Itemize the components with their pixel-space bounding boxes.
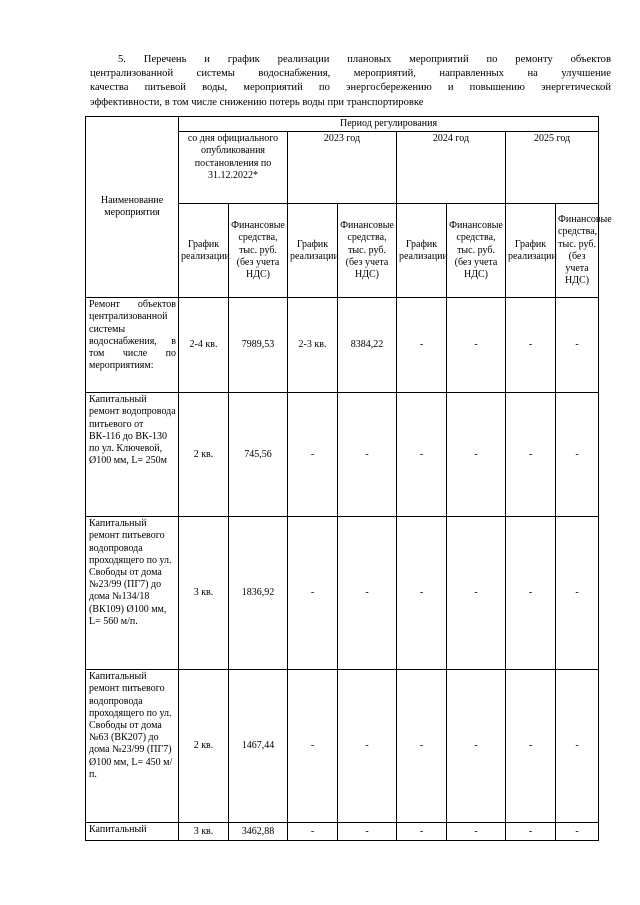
table-cell: - <box>397 298 447 393</box>
table-cell: 1467,44 <box>229 670 288 823</box>
table-row <box>86 393 599 517</box>
period-header-2024: 2024 год <box>397 132 506 204</box>
activity-name: Капитальный ремонт водопровода питьевого от ВК-116 до ВК-130 по ул. Ключевой, Ø100 мм, L= 250м <box>86 393 179 517</box>
activity-name: Капитальный ремонт питьевого водопровода проходящего по ул. Свободы от дома №23/99 (ПГ7) до дома №134/18 (ВК109) Ø100 мм, L= 560 м/п. <box>86 517 179 670</box>
table-cell: 2 кв. <box>179 670 229 823</box>
table-cell: - <box>288 670 338 823</box>
section-heading <box>90 53 611 110</box>
table-cell: - <box>288 393 338 517</box>
subheader-schedule: График реализации <box>397 204 447 298</box>
period-header: Период регулирования <box>179 117 599 132</box>
subheader-schedule: График реализации <box>179 204 229 298</box>
table-cell: - <box>397 393 447 517</box>
table-row <box>86 298 599 393</box>
subheader-finance: Финансовые средства, тыс. руб. (без учета НДС) <box>338 204 397 298</box>
table-cell: - <box>447 823 506 841</box>
table-cell: - <box>506 393 556 517</box>
period-header-2023: 2023 год <box>288 132 397 204</box>
plan-table <box>85 116 612 841</box>
table-cell: 7989,53 <box>229 298 288 393</box>
subheader-finance: Финансовые средства, тыс. руб. (без учета НДС) <box>447 204 506 298</box>
heading-line: 5. Перечень и график реализации плановых мероприятий по ремонту объектов <box>118 54 611 65</box>
table-cell: 2 кв. <box>179 393 229 517</box>
table-cell: - <box>447 517 506 670</box>
table-cell: 745,56 <box>229 393 288 517</box>
table-cell: - <box>506 298 556 393</box>
table-cell: - <box>338 823 397 841</box>
subheader-finance: Финансовые средства, тыс. руб. (без учета НДС) <box>556 204 599 298</box>
table-cell: - <box>447 393 506 517</box>
period-header-2025: 2025 год <box>506 132 599 204</box>
column-header-name: Наименование мероприятия <box>86 117 179 298</box>
heading-line: централизованной системы водоснабжения, мероприятий, направленных на улучшение <box>90 68 611 80</box>
activity-name: Ремонт объектов централизованной системы водоснабжения, в том числе по мероприятиям: <box>86 298 179 393</box>
table-cell: 2-3 кв. <box>288 298 338 393</box>
period-header-2022: со дня официального опубликования постановления по 31.12.2022* <box>179 132 288 204</box>
table-cell: - <box>556 298 599 393</box>
heading-line: эффективности, в том числе снижению потерь воды при транспортировке <box>90 96 424 108</box>
table-cell: - <box>556 823 599 841</box>
table-cell: - <box>397 670 447 823</box>
table-cell: - <box>556 517 599 670</box>
table-cell: - <box>338 517 397 670</box>
subheader-schedule: График реализации <box>506 204 556 298</box>
table-cell: - <box>288 517 338 670</box>
table-row <box>86 823 599 841</box>
table-cell: - <box>338 393 397 517</box>
table-cell: - <box>397 517 447 670</box>
table-cell: 1836,92 <box>229 517 288 670</box>
table-cell: - <box>397 823 447 841</box>
subheader-schedule: График реализации <box>288 204 338 298</box>
table-cell: 2-4 кв. <box>179 298 229 393</box>
table-cell: 3 кв. <box>179 823 229 841</box>
table-cell: - <box>506 670 556 823</box>
subheader-finance: Финансовые средства, тыс. руб. (без учета НДС) <box>229 204 288 298</box>
table-row <box>86 670 599 823</box>
table-cell: - <box>447 298 506 393</box>
heading-line: качества питьевой воды, мероприятий по энергосбережению и повышению энергетической <box>90 82 611 94</box>
activity-name: Капитальный <box>86 823 179 841</box>
table-row <box>86 517 599 670</box>
table-cell: 3462,88 <box>229 823 288 841</box>
table-cell: - <box>288 823 338 841</box>
table-cell: - <box>556 393 599 517</box>
table-cell: - <box>556 670 599 823</box>
table-cell: - <box>506 823 556 841</box>
activity-name: Капитальный ремонт питьевого водопровода проходящего по ул. Свободы от дома №63 (ВК207) до дома №23/99 (ПГ7) Ø100 мм, L= 450 м/п. <box>86 670 179 823</box>
table-cell: - <box>447 670 506 823</box>
table-cell: - <box>506 517 556 670</box>
table-cell: - <box>338 670 397 823</box>
table-cell: 8384,22 <box>338 298 397 393</box>
table-cell: 3 кв. <box>179 517 229 670</box>
